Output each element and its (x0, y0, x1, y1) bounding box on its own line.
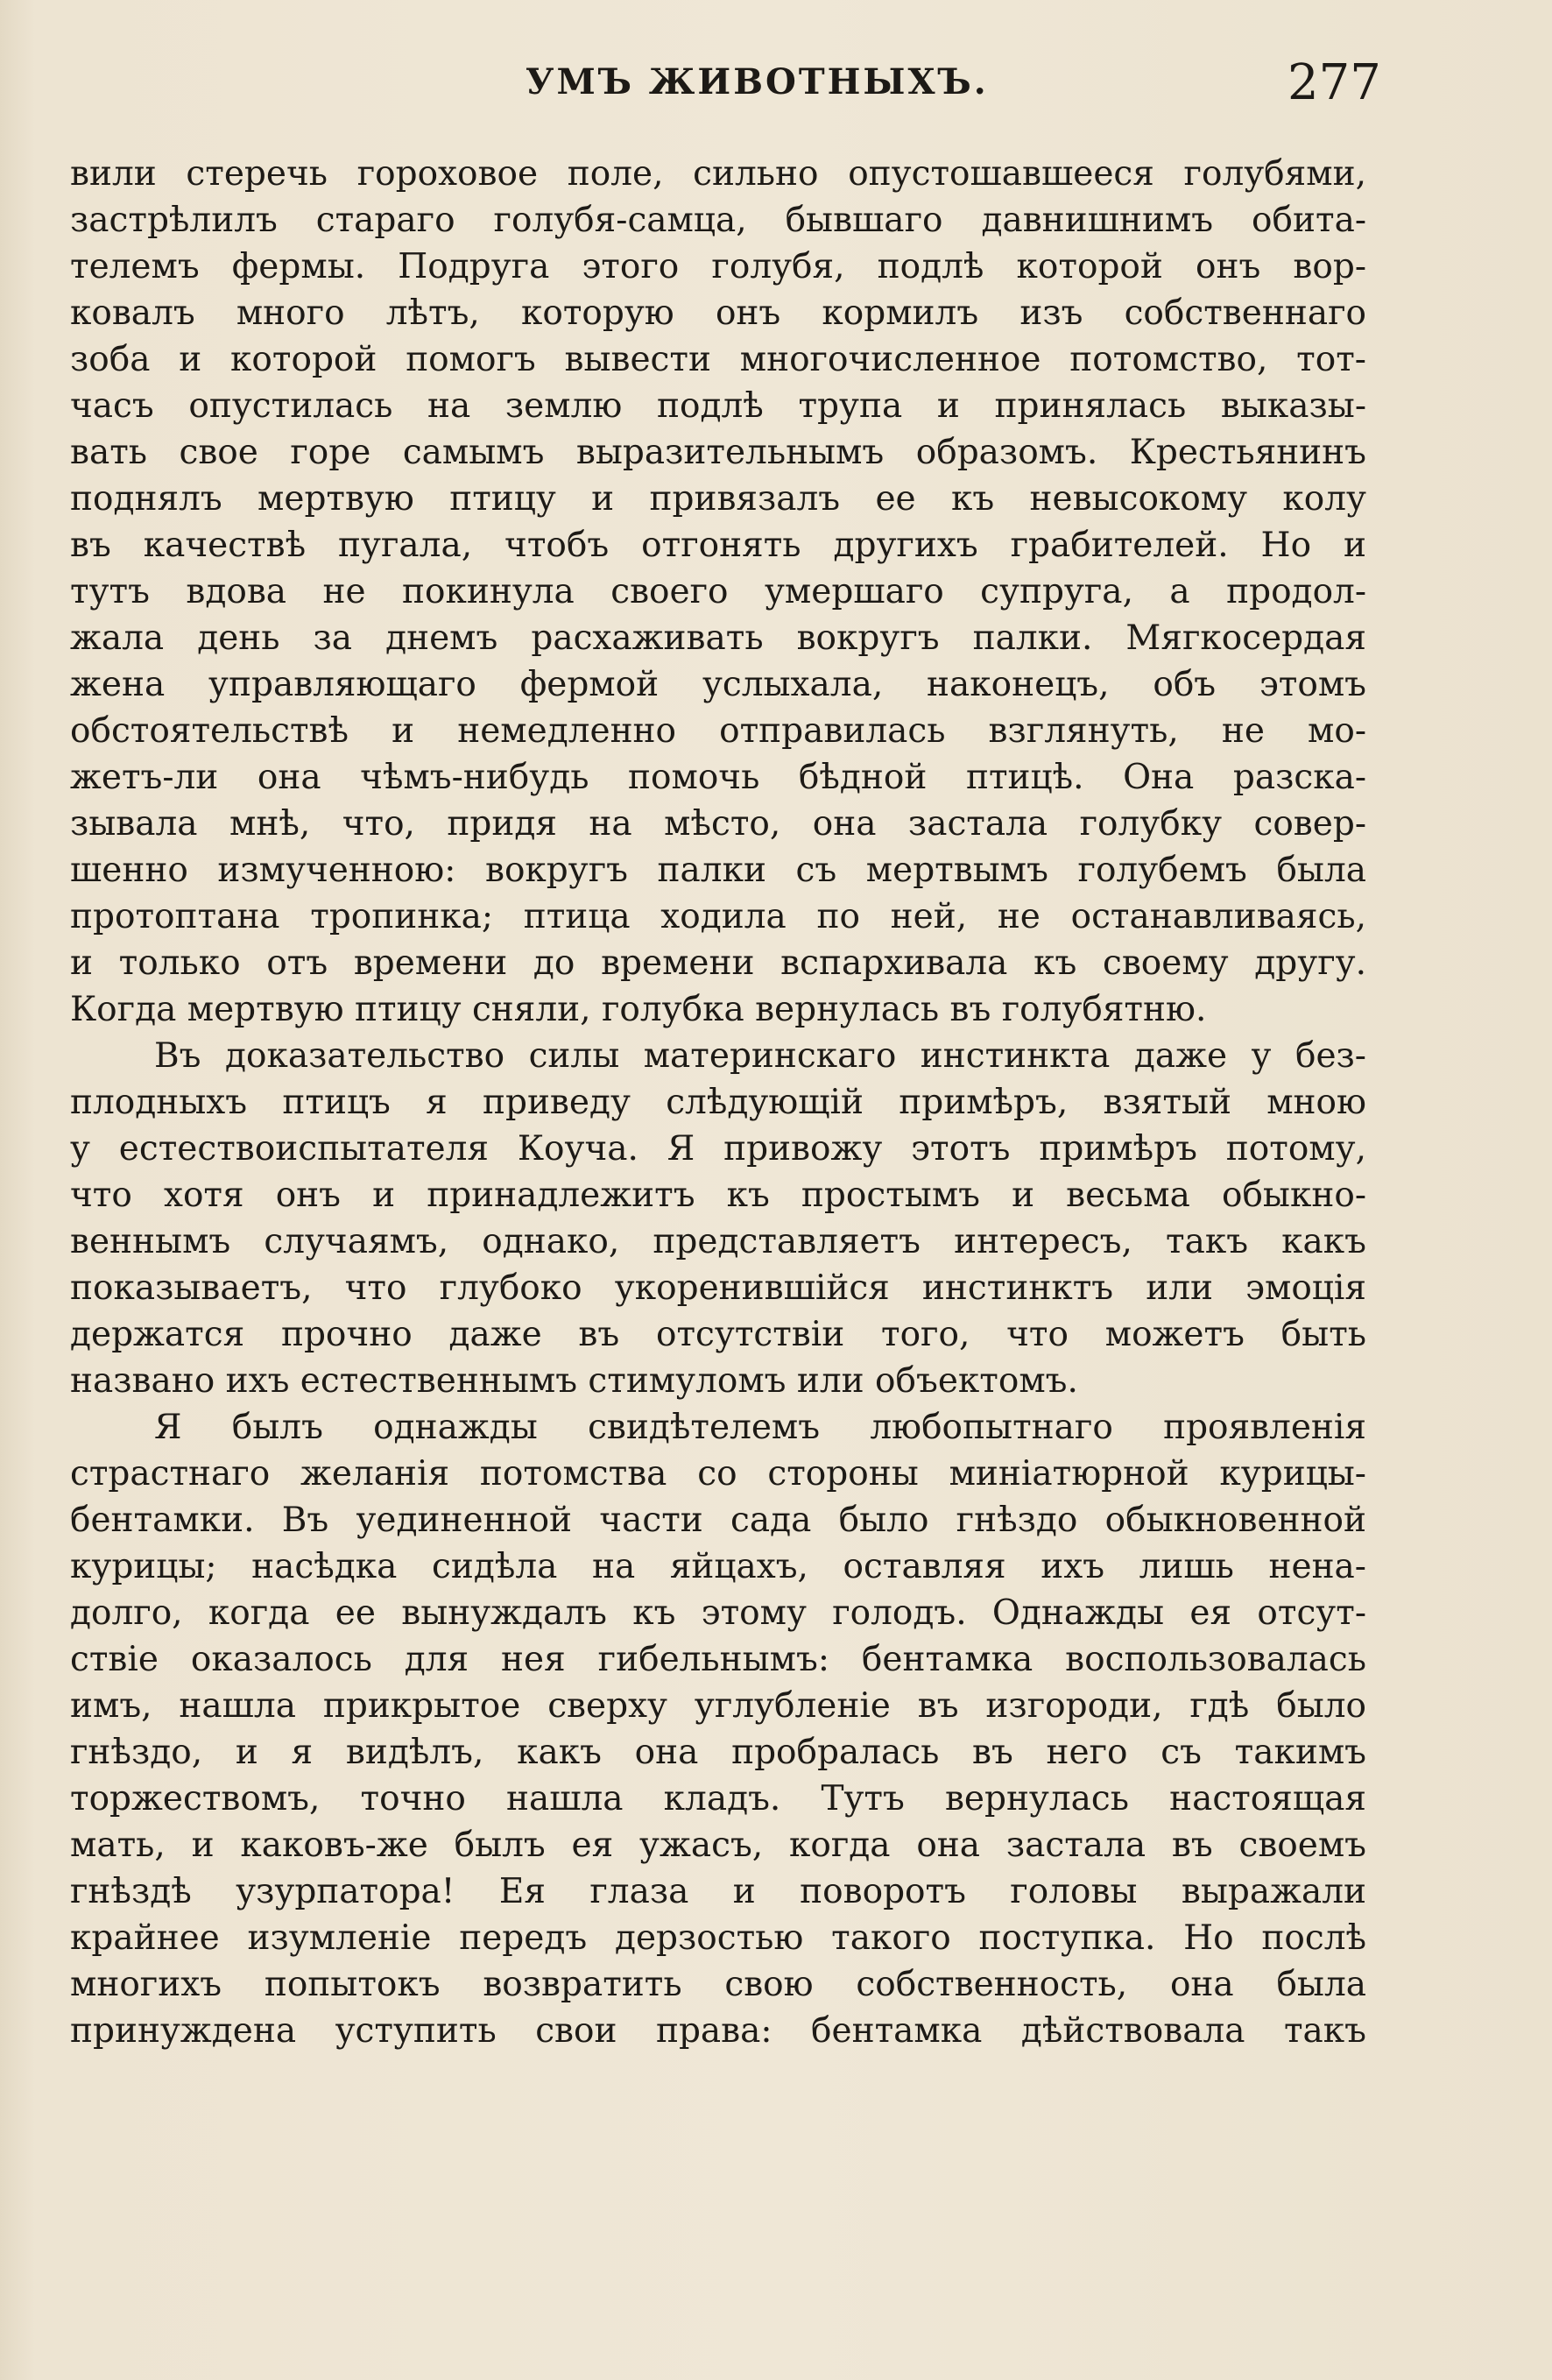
text-line: торжествомъ, точно нашла кладъ. Тутъ вернулась настоящая (70, 1779, 1366, 1819)
text-line: крайнее изумленіе передъ дерзостью такого поступка. Но послѣ (70, 1918, 1366, 1958)
paragraph-2 (70, 1033, 1366, 1404)
text-line: гнѣздо, и я видѣлъ, какъ она пробралась въ него съ такимъ (70, 1733, 1366, 1772)
text-line: веннымъ случаямъ, однако, представляетъ интересъ, такъ какъ (70, 1222, 1366, 1261)
text-line: ствіе оказалось для нея гибельнымъ: бентамка воспользовалась (70, 1640, 1366, 1679)
running-head-title: УМЪ ЖИВОТНЫХЪ. (526, 61, 989, 102)
text-line: бентамки. Въ уединенной части сада было гнѣздо обыкновенной (70, 1501, 1366, 1540)
text-line: телемъ фермы. Подруга этого голубя, подлѣ которой онъ вор- (70, 247, 1366, 286)
text-line: принуждена уступить свои права: бентамка дѣйствовала такъ (70, 2011, 1366, 2051)
text-line: названо ихъ естественнымъ стимуломъ или объектомъ. (70, 1361, 1078, 1401)
text-line: протоптана тропинка; птица ходила по ней, не останавливаясь, (70, 897, 1366, 936)
text-line: курицы; насѣдка сидѣла на яйцахъ, оставляя ихъ лишь нена- (70, 1547, 1366, 1586)
text-line: шенно измученною: вокругъ палки съ мертвымъ голубемъ была (70, 851, 1366, 890)
text-line: застрѣлилъ стараго голубя-самца, бывшаго давнишнимъ обита- (70, 201, 1366, 240)
text-line: имъ, нашла прикрытое сверху углубленіе въ изгороди, гдѣ было (70, 1686, 1366, 1726)
text-line: ковалъ много лѣтъ, которую онъ кормилъ изъ собственнаго (70, 293, 1366, 333)
paragraph-1 (70, 151, 1366, 1033)
text-line: вили стеречь гороховое поле, сильно опустошавшееся голубями, (70, 154, 1366, 194)
text-line: плодныхъ птицъ я приведу слѣдующій примѣръ, взятый мною (70, 1083, 1366, 1122)
text-line: держатся прочно даже въ отсутствіи того, что можетъ быть (70, 1315, 1366, 1354)
text-line: мать, и каковъ-же былъ ея ужасъ, когда она застала въ своемъ (70, 1826, 1366, 1865)
text-line: Я былъ однажды свидѣтелемъ любопытнаго проявленія (154, 1408, 1366, 1447)
text-line: обстоятельствѣ и немедленно отправилась взглянуть, не мо- (70, 711, 1366, 751)
running-header (0, 54, 1552, 111)
paragraph-3 (70, 1404, 1366, 2054)
text-line: въ качествѣ пугала, чтобъ отгонять другихъ грабителей. Но и (70, 526, 1366, 565)
text-line: вать свое горе самымъ выразительнымъ образомъ. Крестьянинъ (70, 433, 1366, 472)
text-line: зывала мнѣ, что, придя на мѣсто, она застала голубку совер- (70, 804, 1366, 844)
text-line: страстнаго желанія потомства со стороны миніатюрной курицы- (70, 1454, 1366, 1494)
text-line: поднялъ мертвую птицу и привязалъ ее къ невысокому колу (70, 479, 1366, 519)
text-line: жена управляющаго фермой услыхала, наконецъ, объ этомъ (70, 665, 1366, 704)
text-line: многихъ попытокъ возвратить свою собственность, она была (70, 1965, 1366, 2004)
text-line: Когда мертвую птицу сняли, голубка вернулась въ голубятню. (70, 990, 1207, 1029)
text-line: зоба и которой помогъ вывести многочисленное потомство, тот- (70, 340, 1366, 379)
text-line: что хотя онъ и принадлежитъ къ простымъ и весьма обыкно- (70, 1176, 1366, 1215)
text-line: долго, когда ее вынуждалъ къ этому голодъ. Однажды ея отсут- (70, 1593, 1366, 1633)
text-line: жала день за днемъ расхаживать вокругъ палки. Мягкосердая (70, 618, 1366, 658)
text-line: жетъ-ли она чѣмъ-нибудь помочь бѣдной птицѣ. Она разска- (70, 758, 1366, 797)
body-text (70, 151, 1366, 2054)
page-number: 277 (1287, 54, 1381, 111)
text-line: показываетъ, что глубоко укоренившійся инстинктъ или эмоція (70, 1268, 1366, 1308)
text-line: Въ доказательство силы материнскаго инстинкта даже у без- (154, 1036, 1366, 1076)
text-line: тутъ вдова не покинула своего умершаго супруга, а продол- (70, 572, 1366, 611)
text-line: гнѣздѣ узурпатора! Ея глаза и поворотъ головы выражали (70, 1872, 1366, 1911)
text-line: и только отъ времени до времени вспархивала къ своему другу. (70, 943, 1366, 983)
text-line: у естествоиспытателя Коуча. Я привожу этотъ примѣръ потому, (70, 1129, 1366, 1169)
text-line: часъ опустилась на землю подлѣ трупа и принялась выказы- (70, 386, 1366, 426)
